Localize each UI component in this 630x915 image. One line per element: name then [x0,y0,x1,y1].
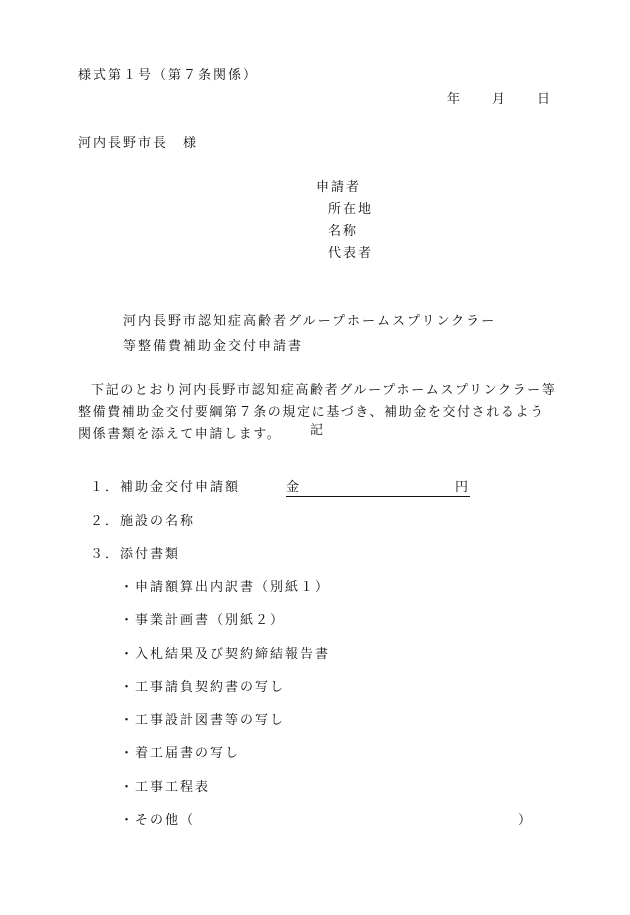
applicant-block [316,180,373,268]
ki-heading: 記 [310,423,326,438]
title-line-2: 等整備費補助金交付申請書 [123,339,304,354]
attachment-item: ・着工届書の写し [120,746,241,761]
attachment-item: ・工事設計図書等の写し [120,713,286,728]
applicant-representative-label: 代表者 [328,246,374,261]
title-line-1: 河内長野市認知症高齢者グループホームスプリンクラー [123,314,497,329]
other-open: ・その他（ [120,813,196,828]
attachment-item: ・申請額算出内訳書（別紙１） [120,580,331,595]
amount-suffix: 円 [454,480,470,495]
attachment-item: ・入札結果及び契約締結報告書 [120,647,331,662]
date-day: 日 [537,92,553,107]
attachment-item: ・事業計画書（別紙２） [120,613,286,628]
amount-row [90,480,470,496]
document-title [123,314,496,364]
form-id: 様式第１号（第７条関係） [78,68,259,83]
amount-field [286,480,470,497]
date-line [447,92,552,108]
attachment-item: ・工事請負契約書の写し [120,680,286,695]
applicant-address-label: 所在地 [328,202,374,217]
other-close: ） [518,813,534,828]
attachments-label: ３．添付書類 [90,547,181,562]
date-year: 年 [447,92,463,107]
applicant-heading: 申請者 [316,180,362,195]
attachment-other [120,813,534,829]
attachment-item: ・工事工程表 [120,780,211,795]
applicant-name-label: 名称 [328,224,359,239]
body-paragraph: 下記のとおり河内長野市認知症高齢者グループホームスプリンクラー等整備費補助金交付要綱第７条の規定に基づき、補助金を交付されるよう関係書類を添えて申請します。 [78,383,557,442]
date-month: 月 [492,92,508,107]
facility-label: ２．施設の名称 [90,514,196,529]
addressee: 河内長野市長 様 [78,136,199,151]
amount-prefix: 金 [286,480,302,495]
amount-label: １．補助金交付申請額 [90,480,241,495]
